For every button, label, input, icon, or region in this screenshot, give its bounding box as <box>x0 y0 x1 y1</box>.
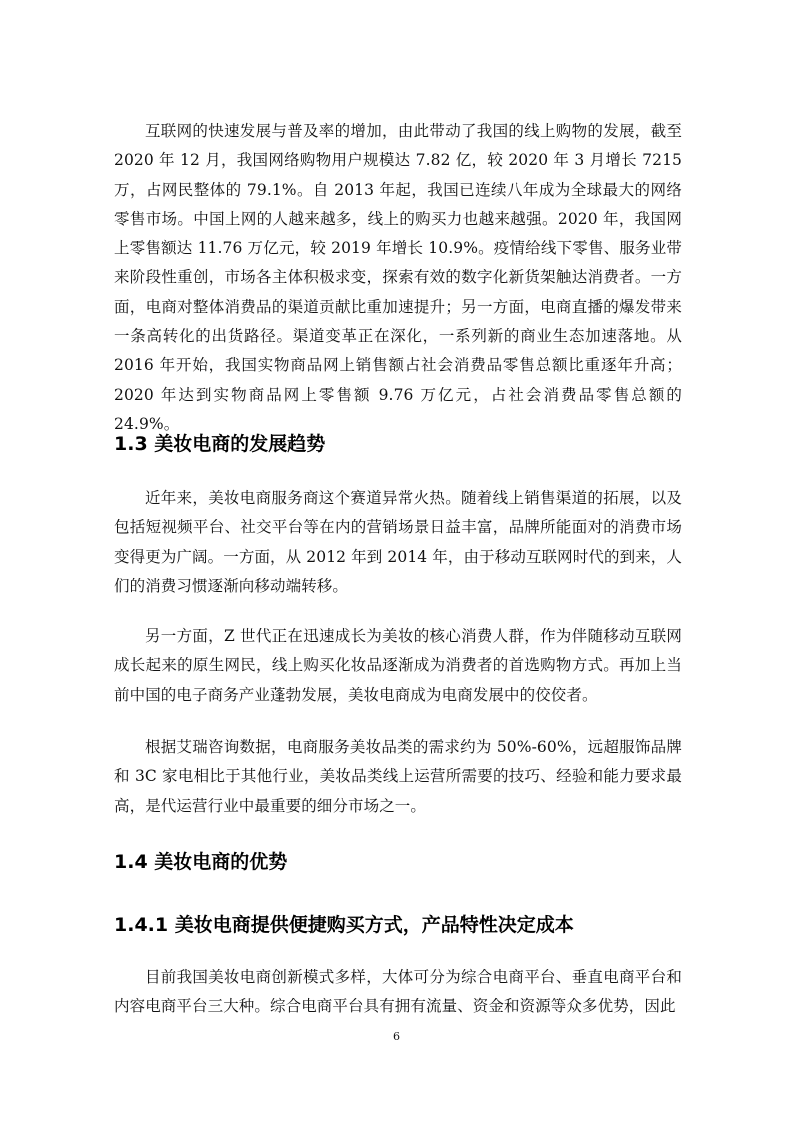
paragraph-online-shopping-growth: 互联网的快速发展与普及率的增加，由此带动了我国的线上购物的发展，截至 2020 年 12 月，我国网络购物用户规模达 7.82 亿，较 2020 年 3 月增长 7215 万，占网民整体的 79.1%。自 2013 年起，我国已连续八年成为全球最大的网络零售市场。中国上网的人越来越多，线上的购买力也越来越强。2020 年，我国网上零售额达 11.76 万亿元，较 2019 年增长 10.9%。疫情给线下零售、服务业带来阶段性重创，市场各主体积极求变，探索有效的数字化新货架触达消费者。一方面，电商对整体消费品的渠道贡献比重加速提升；另一方面，电商直播的爆发带来一条高转化的出货路径。渠道变革正在深化，一系列新的商业生态加速落地。从 2016 年开始，我国实物商品网上销售额占社会消费品零售总额比重逐年升高；2020 年达到实物商品网上零售额 9.76 万亿元，占社会消费品零售总额的 24.9%。 <box>114 122 682 433</box>
paragraph-beauty-ecommerce-trend: 近年来，美妆电商服务商这个赛道异常火热。随着线上销售渠道的拓展，以及包括短视频平台、社交平台等在内的营销场景日益丰富，品牌所能面对的消费市场变得更为广阔。一方面，从 2012 年到 2014 年，由于移动互联网时代的到来，人们的消费习惯逐渐向移动端转移。 <box>114 489 682 595</box>
page-number: 6 <box>393 1030 400 1043</box>
paragraph-iresearch-data: 根据艾瑞咨询数据，电商服务美妆品类的需求约为 50%-60%，远超服饰品牌和 3C 家电相比于其他行业，美妆品类线上运营所需要的技巧、经验和能力要求最高，是代运营行业中最重要的细分市场之一。 <box>114 738 682 815</box>
heading-1-3: 1.3 美妆电商的发展趋势 <box>114 433 326 455</box>
heading-1-4: 1.4 美妆电商的优势 <box>114 851 288 873</box>
paragraph-platform-models: 目前我国美妆电商创新模式多样，大体可分为综合电商平台、垂直电商平台和内容电商平台三大种。综合电商平台具有拥有流量、资金和资源等众多优势，因此 <box>114 968 682 1016</box>
paragraph-gen-z: 另一方面，Z 世代正在迅速成长为美妆的核心消费人群，作为伴随移动互联网成长起来的原生网民，线上购买化妆品逐渐成为消费者的首选购物方式。再加上当前中国的电子商务产业蓬勃发展，美妆电商成为电商发展中的佼佼者。 <box>114 627 682 704</box>
heading-1-4-1: 1.4.1 美妆电商提供便捷购买方式，产品特性决定成本 <box>114 914 574 936</box>
